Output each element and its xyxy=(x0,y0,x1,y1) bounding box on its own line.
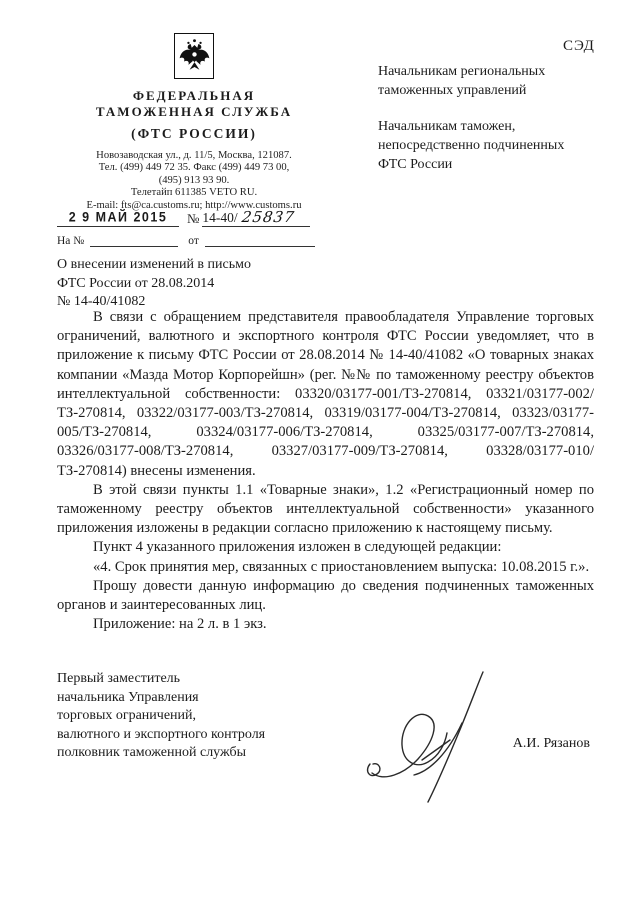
signer-title-line: полковник таможенной службы xyxy=(57,745,247,760)
reply-number-blank xyxy=(90,234,178,247)
outgoing-number-handwritten: 25837 xyxy=(240,208,296,226)
address-line: Телетайп 611385 VETO RU. xyxy=(130,187,258,199)
reply-ot-label: от xyxy=(188,235,199,247)
outgoing-number-line xyxy=(202,208,310,227)
subject-line: ФТС России от 28.08.2014 xyxy=(57,275,215,291)
letterhead xyxy=(55,33,333,212)
org-address xyxy=(55,150,333,212)
body-paragraph: В этой связи пункты 1.1 «Товарные знаки», 1.2 «Регистрационный номер по таможенному реестру объектов интеллектуальной собственности» указанного приложения изложены в редакции согласно приложению к настоящему письму. xyxy=(57,481,594,537)
org-abbreviation: (ФТС РОССИИ) xyxy=(131,126,257,141)
letter-body xyxy=(57,308,594,634)
addressee-line: ФТС России xyxy=(378,157,453,172)
signer-title-line: валютного и экспортного контроля xyxy=(57,726,266,742)
signer-title-line: Первый заместитель xyxy=(57,671,181,686)
signer-name: А.И. Рязанов xyxy=(512,736,590,751)
sed-label: СЭД xyxy=(563,38,595,54)
attachment-note: Приложение: на 2 л. в 1 экз. xyxy=(93,616,267,633)
handwritten-signature-icon xyxy=(362,665,507,810)
body-paragraph: В связи с обращением представителя правообладателя Управление торговых ограничений, валютного и экспортного контроля ФТС России уведомляет, что в приложение к письму ФТС России от 28.08.2014 № 14-40/41082 «О товарных знаках компании «Мазда Мотор Корпорейшн» (рег. №№ по таможенному реестру объектов интеллектуальной собственности: 03320/03177-001/ТЗ-270814, 03321/03177-002/ТЗ-270814, 03322/03177-003/ТЗ-270814, 03319/03177-004/ТЗ-270814, 03323/03177-005/ТЗ-270814, 03324/03177-006/ТЗ-270814, 03325/03177-007/ТЗ-270814, 03326/03177-008/ТЗ-270814, 03327/03177-009/ТЗ-270814, 03328/03177-010/ТЗ-270814) внесены изменения. xyxy=(57,309,594,479)
body-paragraph: «4. Срок принятия мер, связанных с приостановлением выпуска: 10.08.2015 г.». xyxy=(93,558,590,575)
addressee-line: непосредственно подчиненных xyxy=(378,138,565,153)
reference-block xyxy=(57,208,327,247)
date-stamp: 2 9 МАЙ 2015 xyxy=(68,209,168,225)
subject-line: № 14-40/41082 xyxy=(57,294,146,309)
signer-title-line: торговых ограничений, xyxy=(57,708,197,723)
coat-of-arms-icon xyxy=(174,33,214,79)
address-line: Новозаводская ул., д. 11/5, Москва, 121087. xyxy=(96,150,292,161)
body-paragraph: Пункт 4 указанного приложения изложен в следующей редакции: xyxy=(93,539,502,556)
org-name-line1: ФЕДЕРАЛЬНАЯ xyxy=(132,88,256,103)
subject-line: О внесении изменений в письмо xyxy=(57,257,251,272)
address-line: (495) 913 93 90. xyxy=(158,174,230,186)
addressee-line: Начальникам таможен, xyxy=(378,119,516,134)
signer-title-line: начальника Управления xyxy=(57,689,199,705)
address-line: E-mail: fts@ca.customs.ru; http://www.customs.ru xyxy=(86,199,302,211)
reply-date-blank xyxy=(205,234,315,247)
address-line: Тел. (499) 449 72 35. Факс (499) 449 73 00, xyxy=(98,162,290,174)
number-sign: № xyxy=(187,211,200,226)
body-paragraph: Прошу довести данную информацию до сведения подчиненных таможенных органов и заинтересованных лиц. xyxy=(57,577,594,614)
reply-na-label: На № xyxy=(57,235,85,247)
outgoing-number-printed: 14-40/ xyxy=(202,210,238,225)
signature-block xyxy=(57,670,594,763)
date-stamp-line xyxy=(57,210,179,227)
org-name-line2: ТАМОЖЕННАЯ СЛУЖБА xyxy=(95,104,293,119)
subject-block xyxy=(57,256,357,312)
signer-titles xyxy=(57,670,317,763)
addressees xyxy=(378,62,603,174)
addressee-line: Начальникам региональных xyxy=(378,64,546,79)
addressee-line: таможенных управлений xyxy=(378,83,527,98)
